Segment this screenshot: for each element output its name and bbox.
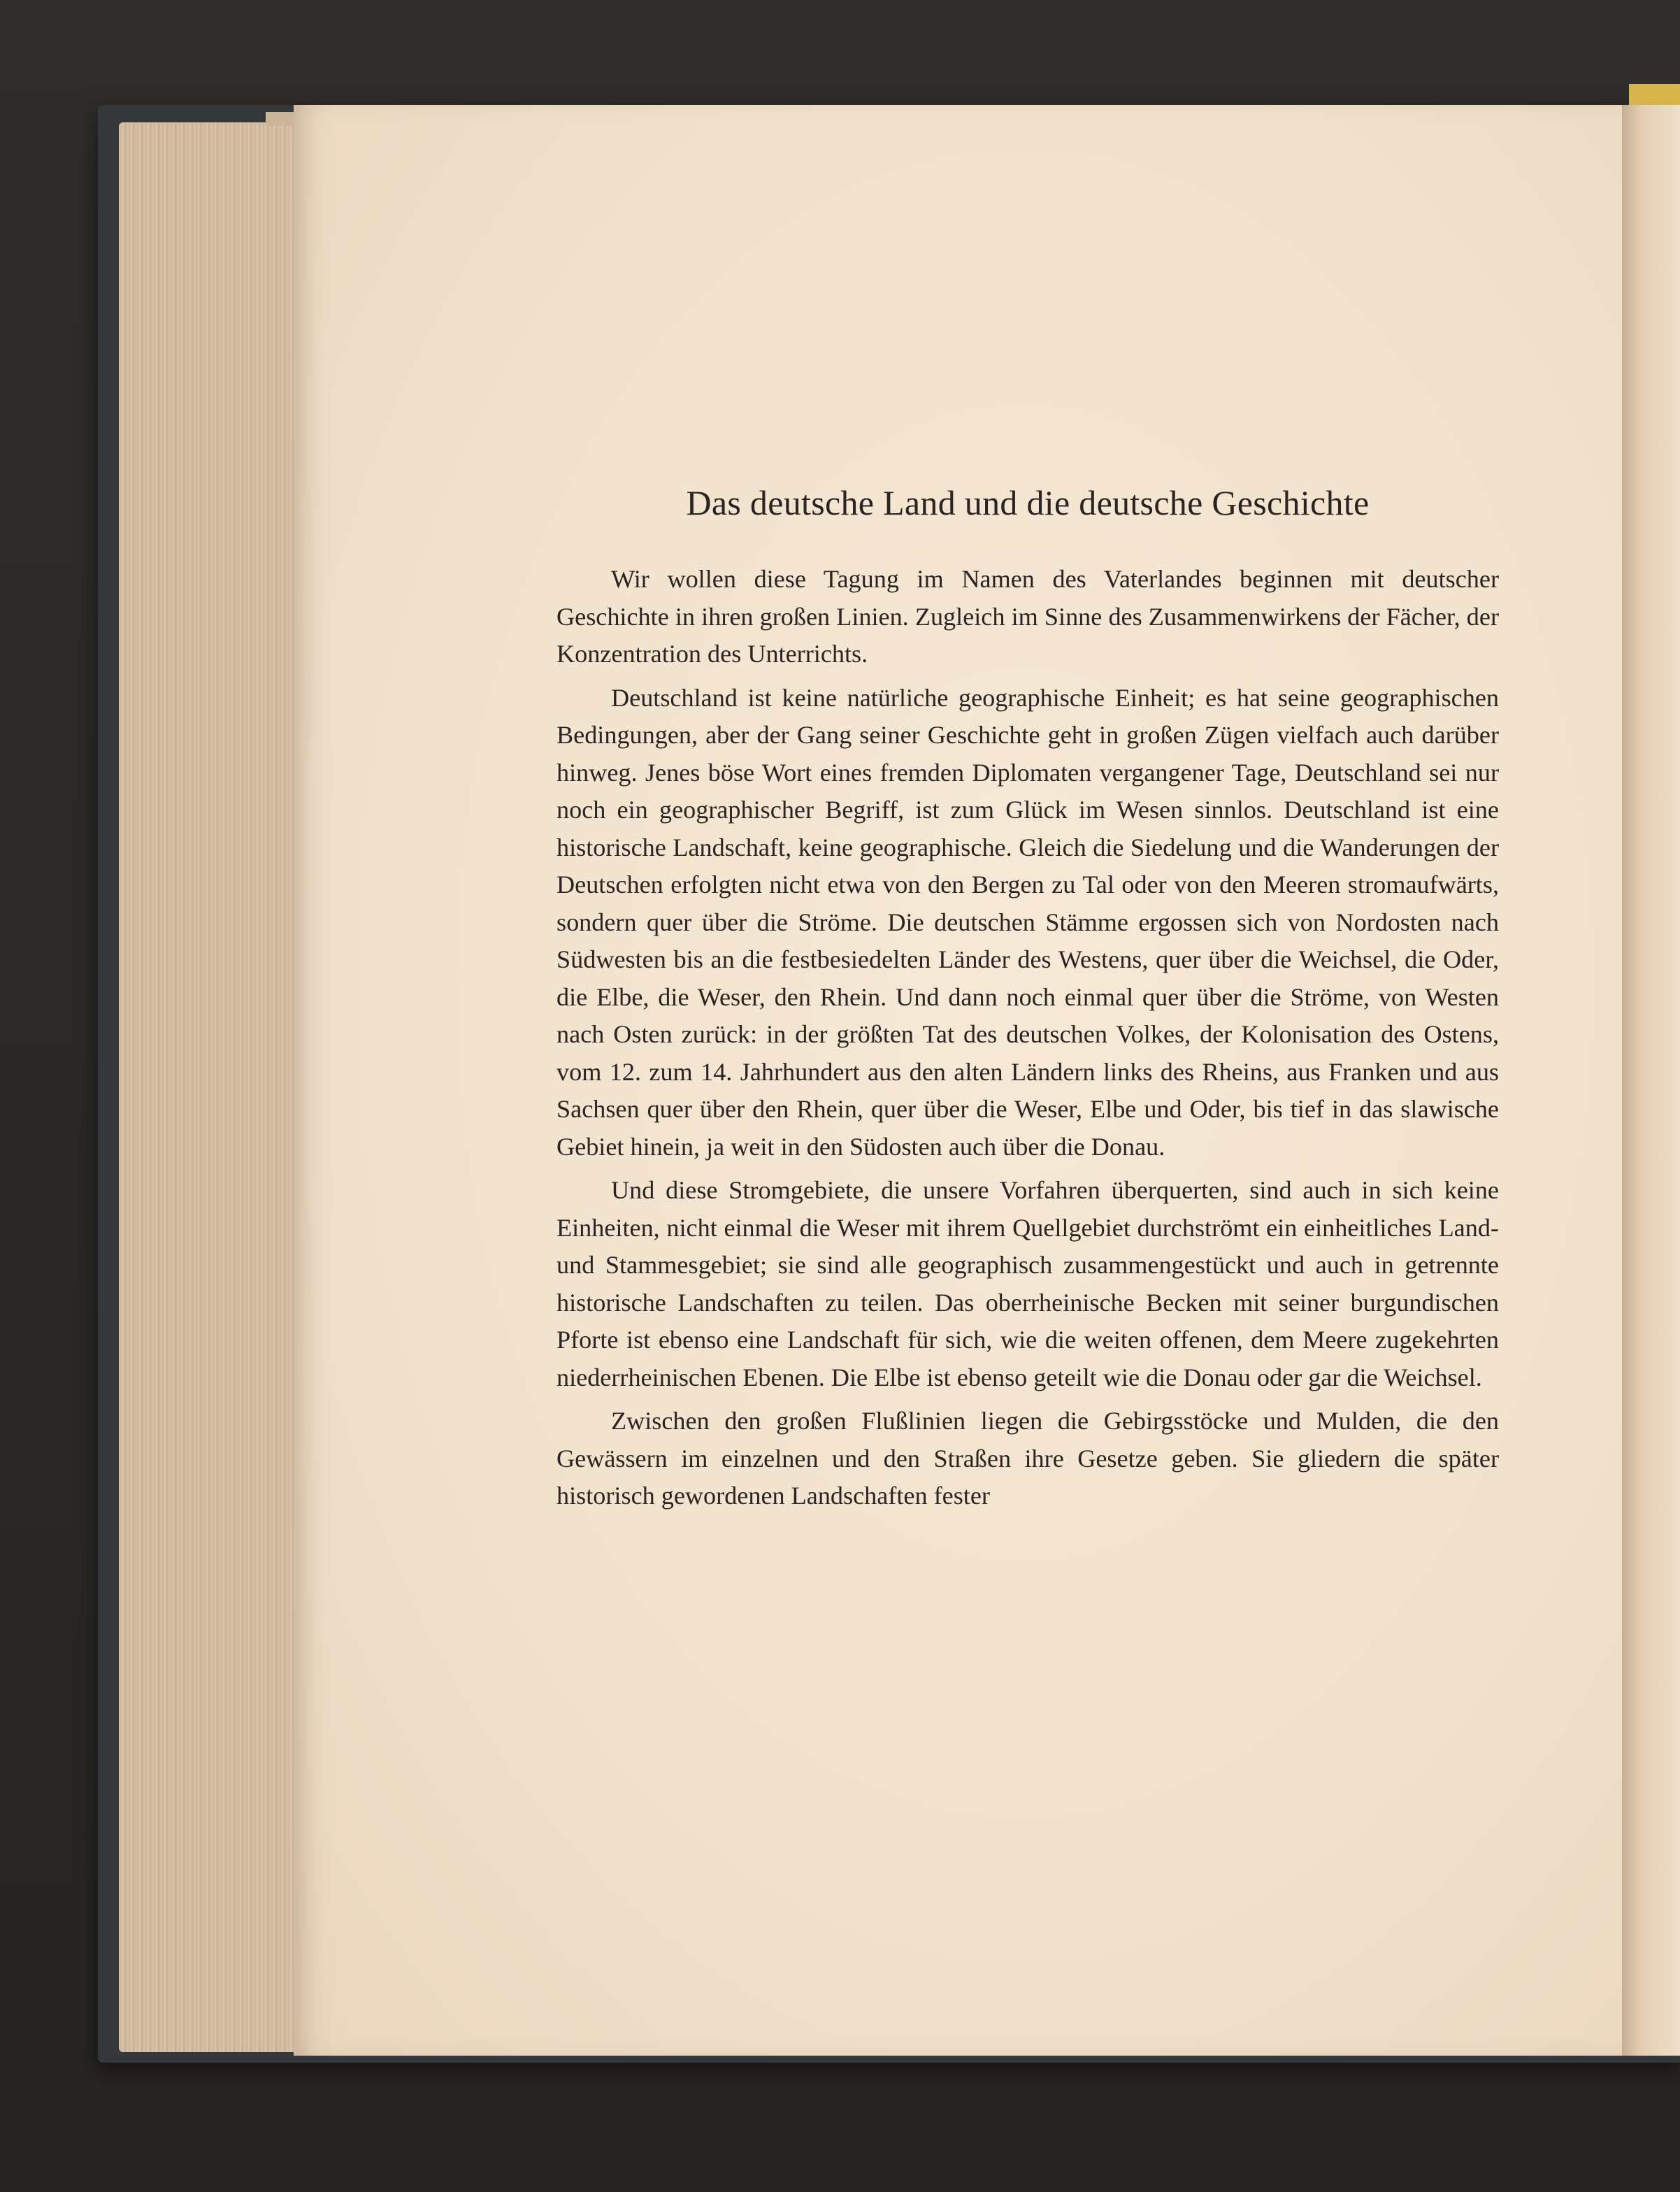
facing-page-edge	[1615, 105, 1680, 2056]
paragraph: Wir wollen diese Tagung im Namen des Vaterlandes beginnen mit deutscher Geschichte in ihren großen Linien. Zugleich im Sinne des Zusammenwirkens der Fächer, der Konzentration des Unterrichts.	[557, 565, 1499, 668]
page-title: Das deutsche Land und die deutsche Geschichte	[686, 483, 1370, 522]
paragraph: Und diese Stromgebiete, die unsere Vorfahren überquerten, sind auch in sich keine Einheiten, nicht einmal die Weser mit ihrem Quellgebiet durchströmt ein einheitliches Land- und Stammesgebiet; sie sind alle geographisch zusammengestückt und auch in getrennte historische Landschaften zu teilen. Das oberrheinische Becken mit seiner burgundischen Pforte ist ebenso eine Landschaft für sich, wie die weiten offenen, dem Meere zugekehrten niederrheinischen Ebenen. Die Elbe ist ebenso geteilt wie die Donau oder gar die Weichsel.	[557, 1176, 1499, 1391]
paragraph: Zwischen den großen Flußlinien liegen die Gebirgsstöcke und Mulden, die den Gewässern im einzelnen und den Straßen ihre Gesetze geben. Sie gliedern die später historisch gewordenen Landschaften fester	[557, 1407, 1499, 1510]
page-text	[557, 482, 1499, 1521]
page-edges	[119, 122, 308, 2052]
paragraph: Deutschland ist keine natürliche geographische Einheit; es hat seine geographischen Bedingungen, aber der Gang seiner Geschichte geht in großen Zügen vielfach auch darüber hinweg. Jenes böse Wort eines fremden Diplomaten vergangener Tage, Deutschland sei nur noch ein geographischer Begriff, ist zum Glück im Wesen sinnlos. Deutschland ist eine historische Landschaft, keine geographische. Gleich die Siedelung und die Wanderungen der Deutschen erfolgten nicht etwa von den Bergen zu Tal oder von den Meeren stromaufwärts, sondern quer über die Ströme. Die deutschen Stämme ergossen sich von Nordosten nach Südwesten bis an die festbesiedelten Länder des Westens, quer über die Weichsel, die Oder, die Elbe, die Weser, den Rhein. Und dann noch einmal quer über die Ströme, von Westen nach Osten zurück: in der größten Tat des deutschen Volkes, der Kolonisation des Ostens, vom 12. zum 14. Jahrhundert aus den alten Ländern links des Rheins, aus Franken und aus Sachsen quer über den Rhein, quer über die Weser, Elbe und Oder, bis tief in das slawische Gebiet hinein, ja weit in den Südosten auch über die Donau.	[557, 683, 1499, 1161]
